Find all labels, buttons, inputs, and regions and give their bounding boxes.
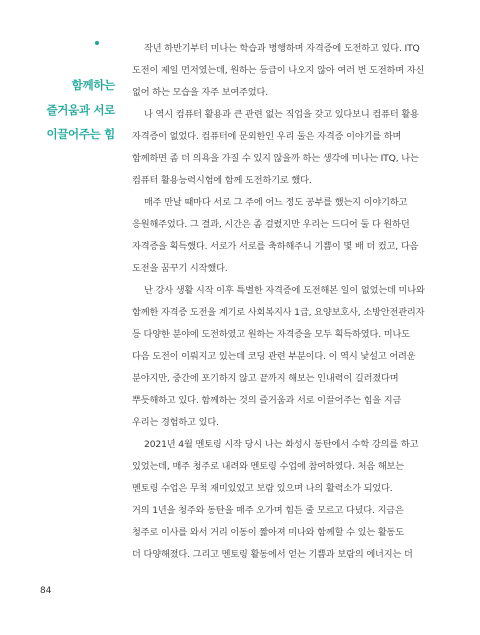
body-line: 거의 1년을 청주와 동탄을 매주 오가며 힘든 줄 모르고 다녔다. 지금은: [132, 505, 404, 516]
body-line: 응원해주었다. 그 결과, 시간은 좀 걸렸지만 우리는 드디어 둘 다 원하던: [132, 219, 410, 230]
side-heading-line: 이끌어주는 힘: [46, 127, 115, 141]
body-line: 분야지만, 중간에 포기하지 않고 끝까지 해보는 인내력이 길러졌다며: [132, 373, 399, 384]
body-line: 청주로 이사를 와서 거리 이동이 짧아져 미나와 함께할 수 있는 활동도: [132, 527, 405, 538]
body-line: 더 다양해졌다. 그리고 멘토링 활동에서 얻는 기쁨과 보람의 에너지는 더: [132, 549, 413, 560]
side-heading: [40, 73, 115, 147]
body-line: 2021년 4월 멘토링 시작 당시 나는 화성시 동탄에서 수학 강의를 하고: [144, 439, 419, 450]
body-line: 있었는데, 매주 청주로 내려와 멘토링 수업에 참여하였다. 처음 해보는: [132, 461, 405, 472]
body-line: 매주 만날 때마다 서로 그 주에 어느 정도 공부를 했는지 이야기하고: [144, 197, 408, 208]
body-line: 함께한 자격증 도전을 계기로 사회복지사 1급, 요양보호사, 소방안전관리자: [132, 307, 425, 318]
body-line: 자격증이 없었다. 컴퓨터에 문외한인 우리 둘은 자격증 이야기를 하며: [132, 131, 402, 142]
body-text: [132, 38, 434, 566]
side-heading-line: 즐거움과 서로: [46, 102, 115, 117]
accent-dot: [95, 41, 99, 45]
body-line: 도전이 제일 먼저였는데, 원하는 등급이 나오지 않아 여러 번 도전하며 자신: [132, 65, 425, 76]
body-line: 함께하면 좀 더 의욕을 가질 수 있지 않을까 하는 생각에 미나는 ITQ, 나는: [132, 153, 419, 164]
body-line: 도전을 꿈꾸기 시작했다.: [132, 263, 228, 274]
body-line: 난 강사 생활 시작 이후 특별한 자격증에 도전해본 일이 없었는데 미나와: [144, 285, 425, 296]
body-line: 등 다양한 분야에 도전하였고 원하는 자격증을 모두 획득하였다. 미나도: [132, 329, 410, 340]
side-heading-line: 함께하는: [71, 78, 115, 92]
body-line: 나 역시 컴퓨터 활용과 큰 관련 없는 직업을 갖고 있다보니 컴퓨터 활용: [144, 109, 419, 120]
body-line: 작년 하반기부터 미나는 학습과 병행하며 자격증에 도전하고 있다. ITQ: [144, 43, 420, 54]
body-line: 우리는 경험하고 있다.: [132, 417, 219, 428]
page-number: 84: [40, 586, 52, 596]
body-line: 뿌듯해하고 있다. 함께하는 것의 즐거움과 서로 이끌어주는 힘을 지금: [132, 395, 402, 406]
body-line: 컴퓨터 활용능력시험에 함께 도전하기로 했다.: [132, 175, 312, 186]
body-line: 없어 하는 모습을 자주 보여주었다.: [132, 87, 269, 98]
body-line: 다음 도전이 이뤄지고 있는데 코딩 관련 부분이다. 이 역시 낯설고 어려운: [132, 351, 416, 362]
body-line: 멘토링 수업은 무척 재미있었고 보람 있으며 나의 활력소가 되었다.: [132, 483, 393, 494]
body-line: 자격증을 획득했다. 서로가 서로를 축하해주니 기쁨이 몇 배 더 컸고, 다음: [132, 241, 419, 252]
